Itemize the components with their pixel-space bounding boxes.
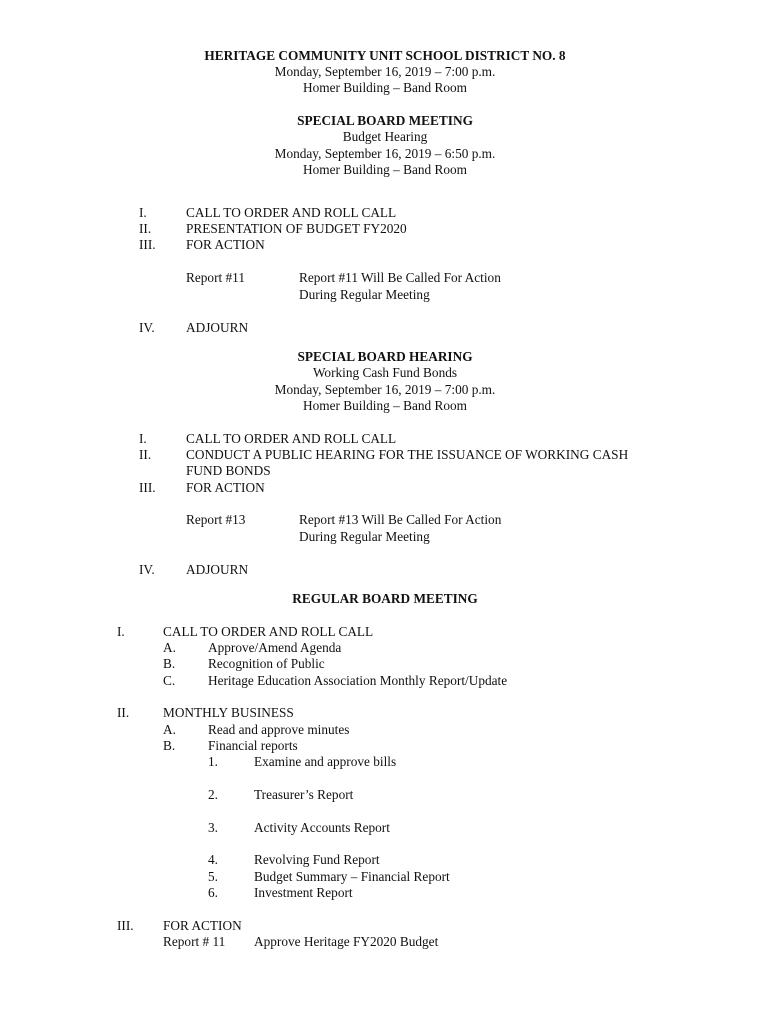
report-note: Report #11 Will Be Called For Action <box>299 270 501 285</box>
sub-item-number: 5. <box>208 869 218 884</box>
report-note: Report #13 Will Be Called For Action <box>299 512 502 527</box>
item-letter: A. <box>163 640 176 655</box>
sub-item-number: 3. <box>208 820 218 835</box>
agenda-item: ADJOURN <box>186 562 249 577</box>
agenda-item: Approve/Amend Agenda <box>208 640 342 655</box>
sub-item-number: 6. <box>208 885 218 900</box>
budget-hearing-location: Homer Building – Band Room <box>303 162 467 177</box>
agenda-item: Read and approve minutes <box>208 722 350 737</box>
item-number: III. <box>139 237 156 252</box>
meeting-location: Homer Building – Band Room <box>303 80 467 95</box>
report-note: During Regular Meeting <box>299 287 430 302</box>
report-label: Report # 11 <box>163 934 226 949</box>
sub-item: Investment Report <box>254 885 353 900</box>
meeting-date: Monday, September 16, 2019 – 7:00 p.m. <box>274 64 496 79</box>
budget-hearing-title: SPECIAL BOARD MEETING <box>297 113 473 128</box>
district-title: HERITAGE COMMUNITY UNIT SCHOOL DISTRICT NO. 8 <box>204 48 566 63</box>
bond-hearing-subtitle: Working Cash Fund Bonds <box>312 365 458 380</box>
agenda-item: CALL TO ORDER AND ROLL CALL <box>186 431 397 446</box>
item-letter: A. <box>163 722 176 737</box>
item-letter: B. <box>163 738 176 753</box>
item-number: II. <box>139 447 152 462</box>
report-label: Report #11 <box>186 270 245 285</box>
bond-hearing-date: Monday, September 16, 2019 – 7:00 p.m. <box>274 382 496 397</box>
sub-item: Revolving Fund Report <box>254 852 380 867</box>
item-number: IV. <box>139 562 155 577</box>
agenda-item: FOR ACTION <box>186 480 265 495</box>
section-number: III. <box>117 918 134 933</box>
item-number: IV. <box>139 320 155 335</box>
item-number: II. <box>139 221 152 236</box>
agenda-item: Recognition of Public <box>208 656 325 671</box>
section-number: I. <box>117 624 125 639</box>
sub-item: Activity Accounts Report <box>254 820 390 835</box>
item-number: I. <box>139 431 147 446</box>
sub-item: Budget Summary – Financial Report <box>254 869 450 884</box>
sub-item-number: 2. <box>208 787 218 802</box>
agenda-item: CALL TO ORDER AND ROLL CALL <box>186 205 397 220</box>
section-heading: FOR ACTION <box>163 918 242 933</box>
agenda-item: Heritage Education Association Monthly Report/Update <box>208 673 508 688</box>
budget-hearing-date: Monday, September 16, 2019 – 6:50 p.m. <box>274 146 496 161</box>
sub-item-number: 1. <box>208 754 218 769</box>
section-heading: MONTHLY BUSINESS <box>163 705 294 720</box>
sub-item: Examine and approve bills <box>254 754 397 769</box>
sub-item-number: 4. <box>208 852 218 867</box>
budget-hearing-subtitle: Budget Hearing <box>342 129 428 144</box>
section-number: II. <box>117 705 130 720</box>
agenda-item: Approve Heritage FY2020 Budget <box>254 934 439 949</box>
item-number: I. <box>139 205 147 220</box>
report-label: Report #13 <box>186 512 246 527</box>
agenda-item: Financial reports <box>208 738 298 753</box>
bond-hearing-location: Homer Building – Band Room <box>303 398 467 413</box>
agenda-item: CONDUCT A PUBLIC HEARING FOR THE ISSUANCE OF WORKING CASH <box>186 447 629 462</box>
item-letter: C. <box>163 673 176 688</box>
report-note: During Regular Meeting <box>299 529 430 544</box>
agenda-item: PRESENTATION OF BUDGET FY2020 <box>186 221 407 236</box>
item-letter: B. <box>163 656 176 671</box>
agenda-item: ADJOURN <box>186 320 249 335</box>
regular-meeting-title: REGULAR BOARD MEETING <box>292 591 478 606</box>
bond-hearing-title: SPECIAL BOARD HEARING <box>297 349 473 364</box>
section-heading: CALL TO ORDER AND ROLL CALL <box>163 624 374 639</box>
agenda-item: FOR ACTION <box>186 237 265 252</box>
item-number: III. <box>139 480 156 495</box>
sub-item: Treasurer’s Report <box>254 787 354 802</box>
agenda-item-continued: FUND BONDS <box>186 463 271 478</box>
